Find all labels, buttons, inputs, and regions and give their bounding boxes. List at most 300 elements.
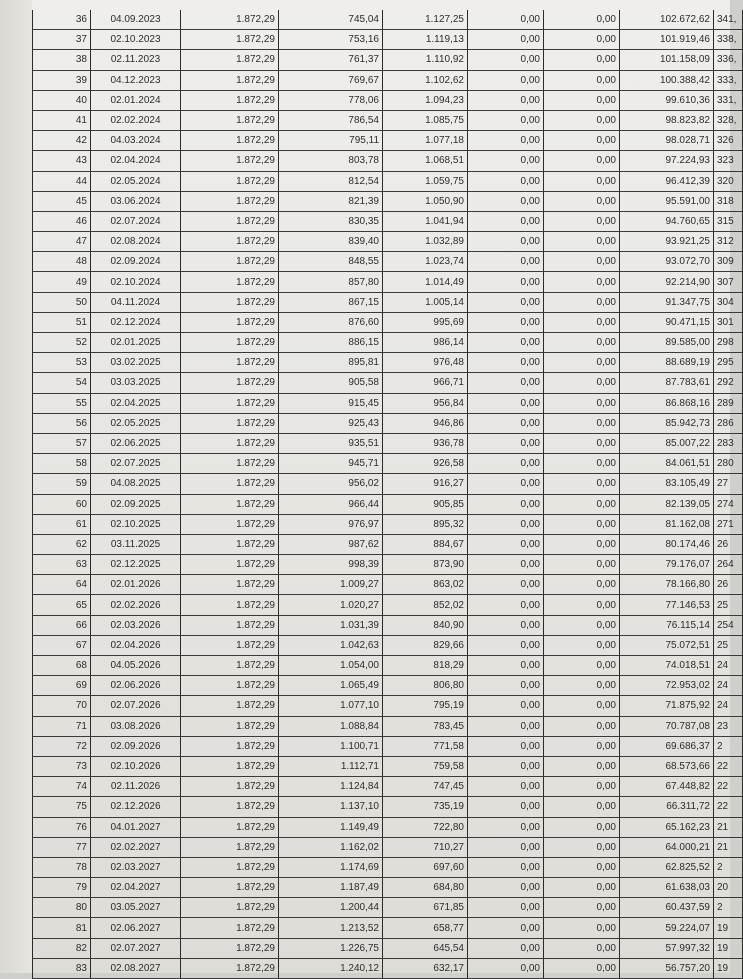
payment-date-cell: 02.07.2025 [91,454,181,474]
principal-amount-cell: 753,16 [279,30,383,50]
principal-amount-cell: 1.054,00 [279,656,383,676]
installment-amount-cell: 1.872,29 [181,454,279,474]
cut-off-value-cell: 312 [714,232,743,252]
table-row [33,191,743,211]
fee-amount-cell: 0,00 [468,878,544,898]
interest-amount-cell: 645,54 [383,938,468,958]
payment-date-cell: 02.02.2027 [91,837,181,857]
installment-amount-cell: 1.872,29 [181,938,279,958]
table-row [33,837,743,857]
principal-amount-cell: 987,62 [279,534,383,554]
payment-date-cell: 02.09.2025 [91,494,181,514]
row-number-cell: 67 [33,635,91,655]
table-row [33,857,743,877]
table-row [33,393,743,413]
cut-off-value-cell: 289 [714,393,743,413]
table-row [33,90,743,110]
table-row [33,30,743,50]
payment-date-cell: 02.12.2024 [91,312,181,332]
fee-amount-cell: 0,00 [468,211,544,231]
payment-date-cell: 02.07.2026 [91,696,181,716]
interest-amount-cell: 1.059,75 [383,171,468,191]
cut-off-value-cell: 292 [714,373,743,393]
principal-amount-cell: 867,15 [279,292,383,312]
table-row [33,433,743,453]
interest-amount-cell: 684,80 [383,878,468,898]
fee-amount-cell: 0,00 [468,575,544,595]
principal-amount-cell: 795,11 [279,131,383,151]
cut-off-value-cell: 25 [714,595,743,615]
remaining-balance-cell: 71.875,92 [620,696,714,716]
cut-off-value-cell: 24 [714,656,743,676]
table-row [33,454,743,474]
cut-off-value-cell: 19 [714,958,743,978]
cut-off-value-cell: 25 [714,635,743,655]
principal-amount-cell: 915,45 [279,393,383,413]
payment-date-cell: 02.04.2025 [91,393,181,413]
fee-amount-cell: 0,00 [468,756,544,776]
table-row [33,635,743,655]
principal-amount-cell: 1.240,12 [279,958,383,978]
fee-amount-cell: 0,00 [468,958,544,978]
remaining-balance-cell: 88.689,19 [620,353,714,373]
cut-off-value-cell: 336, [714,50,743,70]
row-number-cell: 77 [33,837,91,857]
table-row [33,494,743,514]
other-amount-cell: 0,00 [544,433,620,453]
other-amount-cell: 0,00 [544,534,620,554]
other-amount-cell: 0,00 [544,70,620,90]
fee-amount-cell: 0,00 [468,433,544,453]
fee-amount-cell: 0,00 [468,413,544,433]
table-row [33,555,743,575]
other-amount-cell: 0,00 [544,756,620,776]
remaining-balance-cell: 56.757,20 [620,958,714,978]
installment-amount-cell: 1.872,29 [181,555,279,575]
row-number-cell: 38 [33,50,91,70]
row-number-cell: 76 [33,817,91,837]
payment-date-cell: 02.04.2024 [91,151,181,171]
fee-amount-cell: 0,00 [468,817,544,837]
cut-off-value-cell: 286 [714,413,743,433]
installment-amount-cell: 1.872,29 [181,151,279,171]
fee-amount-cell: 0,00 [468,10,544,30]
installment-amount-cell: 1.872,29 [181,70,279,90]
other-amount-cell: 0,00 [544,656,620,676]
row-number-cell: 61 [33,514,91,534]
interest-amount-cell: 697,60 [383,857,468,877]
payment-date-cell: 02.01.2026 [91,575,181,595]
row-number-cell: 66 [33,615,91,635]
cut-off-value-cell: 331, [714,90,743,110]
fee-amount-cell: 0,00 [468,292,544,312]
installment-amount-cell: 1.872,29 [181,575,279,595]
principal-amount-cell: 1.149,49 [279,817,383,837]
other-amount-cell: 0,00 [544,797,620,817]
fee-amount-cell: 0,00 [468,151,544,171]
principal-amount-cell: 1.137,10 [279,797,383,817]
other-amount-cell: 0,00 [544,232,620,252]
fee-amount-cell: 0,00 [468,837,544,857]
cut-off-value-cell: 309 [714,252,743,272]
payment-date-cell: 04.08.2025 [91,474,181,494]
installment-amount-cell: 1.872,29 [181,10,279,30]
installment-amount-cell: 1.872,29 [181,958,279,978]
interest-amount-cell: 976,48 [383,353,468,373]
row-number-cell: 74 [33,777,91,797]
cut-off-value-cell: 26 [714,534,743,554]
cut-off-value-cell: 341, [714,10,743,30]
cut-off-value-cell: 23 [714,716,743,736]
other-amount-cell: 0,00 [544,817,620,837]
other-amount-cell: 0,00 [544,10,620,30]
remaining-balance-cell: 93.072,70 [620,252,714,272]
table-row [33,353,743,373]
row-number-cell: 83 [33,958,91,978]
fee-amount-cell: 0,00 [468,534,544,554]
table-row [33,534,743,554]
other-amount-cell: 0,00 [544,90,620,110]
installment-amount-cell: 1.872,29 [181,514,279,534]
principal-amount-cell: 786,54 [279,110,383,130]
remaining-balance-cell: 100.388,42 [620,70,714,90]
interest-amount-cell: 1.041,94 [383,211,468,231]
fee-amount-cell: 0,00 [468,716,544,736]
interest-amount-cell: 1.005,14 [383,292,468,312]
interest-amount-cell: 905,85 [383,494,468,514]
interest-amount-cell: 829,66 [383,635,468,655]
other-amount-cell: 0,00 [544,494,620,514]
table-row [33,272,743,292]
table-row [33,676,743,696]
other-amount-cell: 0,00 [544,393,620,413]
table-row [33,958,743,978]
table-row [33,10,743,30]
interest-amount-cell: 818,29 [383,656,468,676]
installment-amount-cell: 1.872,29 [181,595,279,615]
other-amount-cell: 0,00 [544,958,620,978]
payment-date-cell: 02.06.2027 [91,918,181,938]
payment-date-cell: 02.11.2026 [91,777,181,797]
cut-off-value-cell: 307 [714,272,743,292]
remaining-balance-cell: 81.162,08 [620,514,714,534]
payment-date-cell: 02.05.2025 [91,413,181,433]
row-number-cell: 60 [33,494,91,514]
interest-amount-cell: 873,90 [383,555,468,575]
interest-amount-cell: 759,58 [383,756,468,776]
row-number-cell: 53 [33,353,91,373]
principal-amount-cell: 1.174,69 [279,857,383,877]
installment-amount-cell: 1.872,29 [181,90,279,110]
fee-amount-cell: 0,00 [468,514,544,534]
table-row [33,878,743,898]
remaining-balance-cell: 70.787,08 [620,716,714,736]
remaining-balance-cell: 64.000,21 [620,837,714,857]
remaining-balance-cell: 98.028,71 [620,131,714,151]
table-row [33,756,743,776]
fee-amount-cell: 0,00 [468,252,544,272]
installment-amount-cell: 1.872,29 [181,736,279,756]
principal-amount-cell: 1.112,71 [279,756,383,776]
payment-date-cell: 02.08.2024 [91,232,181,252]
other-amount-cell: 0,00 [544,50,620,70]
fee-amount-cell: 0,00 [468,696,544,716]
principal-amount-cell: 1.020,27 [279,595,383,615]
other-amount-cell: 0,00 [544,635,620,655]
other-amount-cell: 0,00 [544,898,620,918]
remaining-balance-cell: 90.471,15 [620,312,714,332]
table-row [33,898,743,918]
row-number-cell: 55 [33,393,91,413]
row-number-cell: 79 [33,878,91,898]
other-amount-cell: 0,00 [544,736,620,756]
payment-date-cell: 02.09.2024 [91,252,181,272]
row-number-cell: 63 [33,555,91,575]
fee-amount-cell: 0,00 [468,615,544,635]
interest-amount-cell: 1.068,51 [383,151,468,171]
table-row [33,333,743,353]
payment-date-cell: 02.12.2026 [91,797,181,817]
installment-amount-cell: 1.872,29 [181,716,279,736]
remaining-balance-cell: 60.437,59 [620,898,714,918]
payment-date-cell: 02.06.2026 [91,676,181,696]
principal-amount-cell: 778,06 [279,90,383,110]
remaining-balance-cell: 102.672,62 [620,10,714,30]
principal-amount-cell: 966,44 [279,494,383,514]
installment-amount-cell: 1.872,29 [181,110,279,130]
principal-amount-cell: 925,43 [279,413,383,433]
remaining-balance-cell: 57.997,32 [620,938,714,958]
fee-amount-cell: 0,00 [468,635,544,655]
other-amount-cell: 0,00 [544,716,620,736]
payment-date-cell: 03.03.2025 [91,373,181,393]
row-number-cell: 62 [33,534,91,554]
row-number-cell: 72 [33,736,91,756]
table-row [33,474,743,494]
principal-amount-cell: 945,71 [279,454,383,474]
other-amount-cell: 0,00 [544,131,620,151]
interest-amount-cell: 632,17 [383,958,468,978]
row-number-cell: 52 [33,333,91,353]
installment-amount-cell: 1.872,29 [181,312,279,332]
cut-off-value-cell: 315 [714,211,743,231]
fee-amount-cell: 0,00 [468,857,544,877]
remaining-balance-cell: 69.686,37 [620,736,714,756]
fee-amount-cell: 0,00 [468,373,544,393]
payment-date-cell: 02.04.2026 [91,635,181,655]
principal-amount-cell: 1.124,84 [279,777,383,797]
installment-amount-cell: 1.872,29 [181,494,279,514]
principal-amount-cell: 821,39 [279,191,383,211]
payment-date-cell: 02.02.2024 [91,110,181,130]
payment-date-cell: 02.10.2026 [91,756,181,776]
payment-date-cell: 02.11.2023 [91,50,181,70]
fee-amount-cell: 0,00 [468,797,544,817]
row-number-cell: 41 [33,110,91,130]
other-amount-cell: 0,00 [544,837,620,857]
payment-date-cell: 04.05.2026 [91,656,181,676]
installment-amount-cell: 1.872,29 [181,171,279,191]
interest-amount-cell: 895,32 [383,514,468,534]
other-amount-cell: 0,00 [544,514,620,534]
other-amount-cell: 0,00 [544,211,620,231]
interest-amount-cell: 795,19 [383,696,468,716]
fee-amount-cell: 0,00 [468,656,544,676]
principal-amount-cell: 848,55 [279,252,383,272]
table-row [33,716,743,736]
payment-date-cell: 04.03.2024 [91,131,181,151]
remaining-balance-cell: 79.176,07 [620,555,714,575]
remaining-balance-cell: 72.953,02 [620,676,714,696]
row-number-cell: 40 [33,90,91,110]
row-number-cell: 70 [33,696,91,716]
fee-amount-cell: 0,00 [468,736,544,756]
cut-off-value-cell: 280 [714,454,743,474]
interest-amount-cell: 840,90 [383,615,468,635]
row-number-cell: 71 [33,716,91,736]
row-number-cell: 48 [33,252,91,272]
installment-amount-cell: 1.872,29 [181,696,279,716]
interest-amount-cell: 747,45 [383,777,468,797]
page-margin [0,0,32,973]
principal-amount-cell: 830,35 [279,211,383,231]
principal-amount-cell: 998,39 [279,555,383,575]
interest-amount-cell: 710,27 [383,837,468,857]
principal-amount-cell: 905,58 [279,373,383,393]
fee-amount-cell: 0,00 [468,272,544,292]
row-number-cell: 39 [33,70,91,90]
other-amount-cell: 0,00 [544,878,620,898]
interest-amount-cell: 1.085,75 [383,110,468,130]
table-row [33,938,743,958]
remaining-balance-cell: 85.942,73 [620,413,714,433]
cut-off-value-cell: 264 [714,555,743,575]
other-amount-cell: 0,00 [544,777,620,797]
payment-date-cell: 03.06.2024 [91,191,181,211]
installment-amount-cell: 1.872,29 [181,292,279,312]
cut-off-value-cell: 2 [714,898,743,918]
installment-amount-cell: 1.872,29 [181,373,279,393]
remaining-balance-cell: 75.072,51 [620,635,714,655]
fee-amount-cell: 0,00 [468,30,544,50]
other-amount-cell: 0,00 [544,333,620,353]
remaining-balance-cell: 89.585,00 [620,333,714,353]
installment-amount-cell: 1.872,29 [181,211,279,231]
interest-amount-cell: 946,86 [383,413,468,433]
other-amount-cell: 0,00 [544,918,620,938]
payment-date-cell: 04.01.2027 [91,817,181,837]
table-row [33,312,743,332]
row-number-cell: 43 [33,151,91,171]
cut-off-value-cell: 20 [714,878,743,898]
table-row [33,232,743,252]
cut-off-value-cell: 298 [714,333,743,353]
fee-amount-cell: 0,00 [468,70,544,90]
principal-amount-cell: 895,81 [279,353,383,373]
interest-amount-cell: 1.110,92 [383,50,468,70]
principal-amount-cell: 769,67 [279,70,383,90]
table-row [33,211,743,231]
interest-amount-cell: 926,58 [383,454,468,474]
principal-amount-cell: 1.213,52 [279,918,383,938]
other-amount-cell: 0,00 [544,30,620,50]
payment-date-cell: 02.09.2026 [91,736,181,756]
interest-amount-cell: 1.050,90 [383,191,468,211]
fee-amount-cell: 0,00 [468,676,544,696]
installment-amount-cell: 1.872,29 [181,615,279,635]
row-number-cell: 73 [33,756,91,776]
row-number-cell: 51 [33,312,91,332]
principal-amount-cell: 1.100,71 [279,736,383,756]
other-amount-cell: 0,00 [544,454,620,474]
remaining-balance-cell: 91.347,75 [620,292,714,312]
remaining-balance-cell: 87.783,61 [620,373,714,393]
table-row [33,696,743,716]
table-row [33,797,743,817]
interest-amount-cell: 1.119,13 [383,30,468,50]
remaining-balance-cell: 66.311,72 [620,797,714,817]
remaining-balance-cell: 68.573,66 [620,756,714,776]
table-row [33,151,743,171]
fee-amount-cell: 0,00 [468,777,544,797]
row-number-cell: 37 [33,30,91,50]
other-amount-cell: 0,00 [544,696,620,716]
payment-date-cell: 02.04.2027 [91,878,181,898]
row-number-cell: 44 [33,171,91,191]
payment-date-cell: 02.10.2025 [91,514,181,534]
fee-amount-cell: 0,00 [468,454,544,474]
cut-off-value-cell: 320 [714,171,743,191]
interest-amount-cell: 852,02 [383,595,468,615]
other-amount-cell: 0,00 [544,191,620,211]
interest-amount-cell: 1.014,49 [383,272,468,292]
interest-amount-cell: 671,85 [383,898,468,918]
cut-off-value-cell: 2 [714,857,743,877]
fee-amount-cell: 0,00 [468,938,544,958]
payment-date-cell: 02.02.2026 [91,595,181,615]
installment-amount-cell: 1.872,29 [181,635,279,655]
payment-date-cell: 02.05.2024 [91,171,181,191]
principal-amount-cell: 935,51 [279,433,383,453]
principal-amount-cell: 1.077,10 [279,696,383,716]
other-amount-cell: 0,00 [544,857,620,877]
cut-off-value-cell: 318 [714,191,743,211]
cut-off-value-cell: 271 [714,514,743,534]
cut-off-value-cell: 254 [714,615,743,635]
fee-amount-cell: 0,00 [468,131,544,151]
cut-off-value-cell: 21 [714,837,743,857]
installment-amount-cell: 1.872,29 [181,30,279,50]
payment-date-cell: 02.10.2024 [91,272,181,292]
remaining-balance-cell: 101.919,46 [620,30,714,50]
row-number-cell: 65 [33,595,91,615]
fee-amount-cell: 0,00 [468,918,544,938]
installment-amount-cell: 1.872,29 [181,878,279,898]
row-number-cell: 56 [33,413,91,433]
cut-off-value-cell: 26 [714,575,743,595]
principal-amount-cell: 1.031,39 [279,615,383,635]
installment-amount-cell: 1.872,29 [181,676,279,696]
other-amount-cell: 0,00 [544,373,620,393]
fee-amount-cell: 0,00 [468,110,544,130]
installment-amount-cell: 1.872,29 [181,534,279,554]
payment-date-cell: 02.06.2025 [91,433,181,453]
remaining-balance-cell: 92.214,90 [620,272,714,292]
fee-amount-cell: 0,00 [468,353,544,373]
other-amount-cell: 0,00 [544,151,620,171]
row-number-cell: 81 [33,918,91,938]
remaining-balance-cell: 59.224,07 [620,918,714,938]
